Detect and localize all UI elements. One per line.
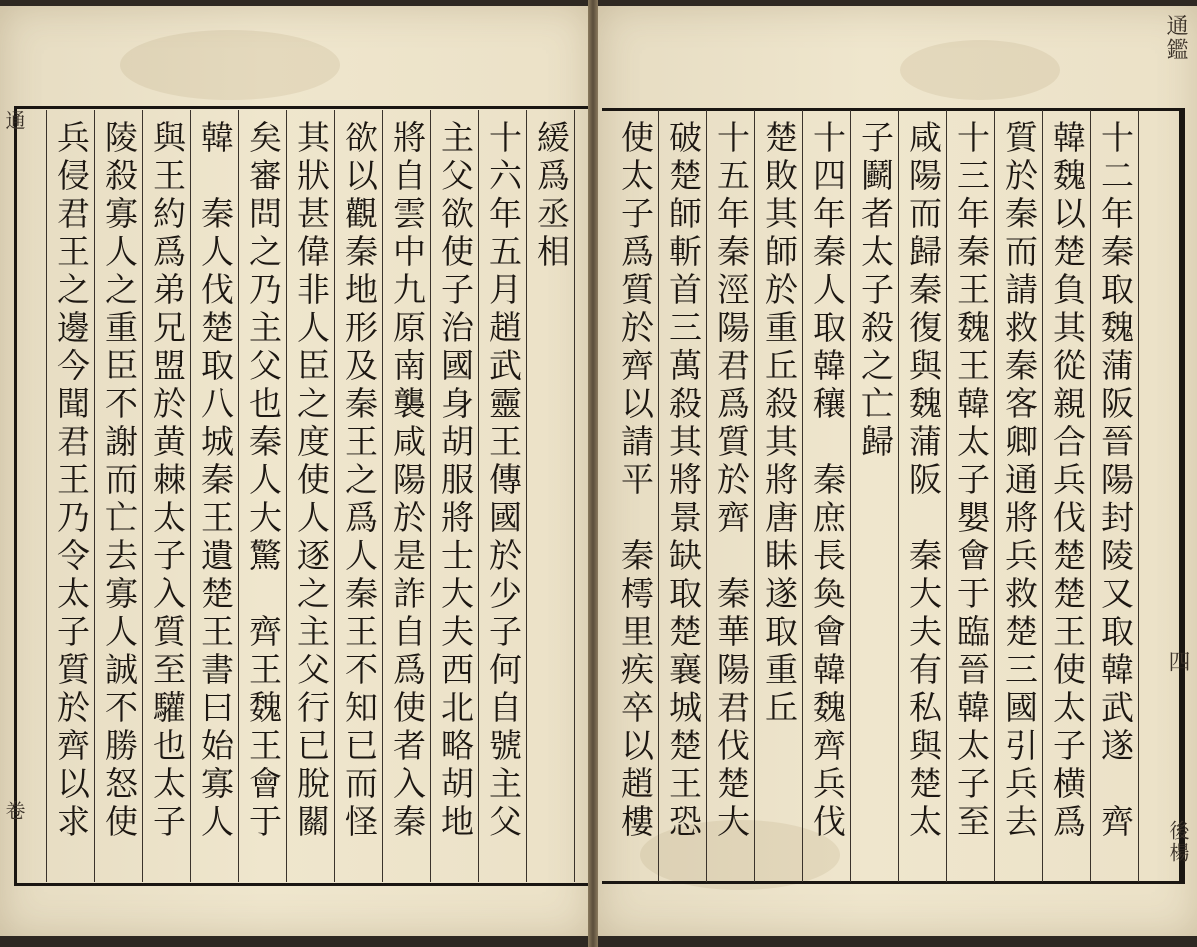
- column-rule: [94, 110, 95, 882]
- text-column: 十五年秦涇陽君爲質於齊 秦華陽君伐楚大: [712, 120, 751, 842]
- column-rule: [286, 110, 287, 882]
- right-page-outer-border: [1182, 108, 1185, 884]
- paper-stain: [120, 30, 340, 100]
- column-rule: [706, 110, 707, 882]
- column-rule: [238, 110, 239, 882]
- column-rule: [46, 110, 47, 882]
- text-column: 使太子爲質於齊以請平 秦樗里疾卒以趙樓: [616, 120, 655, 842]
- text-column: 將自雲中九原南襲咸陽於是詐自爲使者入秦: [388, 120, 427, 842]
- text-column: 破楚師斬首三萬殺其將景缺取楚襄城楚王恐: [664, 120, 703, 842]
- text-column: 兵侵君王之邊今聞君王乃令太子質於齊以求: [52, 120, 91, 842]
- column-rule: [898, 110, 899, 882]
- column-rule: [802, 110, 803, 882]
- text-column: 子鬬者太子殺之亡歸: [856, 120, 895, 462]
- right-margin-footer: 後楊: [1166, 820, 1190, 864]
- column-rule: [478, 110, 479, 882]
- column-rule: [994, 110, 995, 882]
- column-rule: [754, 110, 755, 882]
- text-column: 緩爲丞相: [532, 120, 571, 272]
- text-column: 十四年秦人取韓穰 秦庶長奐會韓魏齊兵伐: [808, 120, 847, 842]
- column-rule: [430, 110, 431, 882]
- right-margin-title: 通鑑: [1163, 14, 1188, 62]
- text-column: 矣審問之乃主父也秦人大驚 齊王魏王會于: [244, 120, 283, 842]
- text-column: 陵殺寡人之重臣不謝而亡去寡人誠不勝怒使: [100, 120, 139, 842]
- text-column: 質於秦而請救秦客卿通將兵救楚三國引兵去: [1000, 120, 1039, 842]
- paper-stain: [900, 40, 1060, 100]
- column-rule: [1090, 110, 1091, 882]
- column-rule: [1042, 110, 1043, 882]
- column-rule: [850, 110, 851, 882]
- column-rule: [1138, 110, 1139, 882]
- text-column: 咸陽而歸秦復與魏蒲阪 秦大夫有私與楚太: [904, 120, 943, 842]
- column-rule: [190, 110, 191, 882]
- left-page-outer-border: [14, 106, 17, 886]
- text-column: 主父欲使子治國身胡服將士大夫西北略胡地: [436, 120, 475, 842]
- book-gutter: [588, 0, 598, 947]
- column-rule: [142, 110, 143, 882]
- left-margin-title: 通: [2, 110, 26, 132]
- column-rule: [946, 110, 947, 882]
- text-column: 十二年秦取魏蒲阪晉陽封陵又取韓武遂 齊: [1096, 120, 1135, 842]
- column-rule: [382, 110, 383, 882]
- column-rule: [574, 110, 575, 882]
- column-rule: [334, 110, 335, 882]
- text-column: 十三年秦王魏王韓太子嬰會于臨晉韓太子至: [952, 120, 991, 842]
- column-rule: [526, 110, 527, 882]
- right-margin-page-number: 四: [1165, 650, 1190, 674]
- text-column: 與王約爲弟兄盟於黄棘太子入質至驩也太子: [148, 120, 187, 842]
- left-margin-footer: 卷: [2, 800, 26, 822]
- text-column: 韓魏以楚負其從親合兵伐楚楚王使太子横爲: [1048, 120, 1087, 842]
- text-column: 韓 秦人伐楚取八城秦王遺楚王書曰始寡人: [196, 120, 235, 842]
- text-column: 十六年五月趙武靈王傳國於少子何自號主父: [484, 120, 523, 842]
- text-column: 其狀甚偉非人臣之度使人逐之主父行已脫關: [292, 120, 331, 842]
- text-column: 楚敗其師於重丘殺其將唐眛遂取重丘: [760, 120, 799, 728]
- column-rule: [658, 110, 659, 882]
- text-column: 欲以觀秦地形及秦王之爲人秦王不知已而怪: [340, 120, 379, 842]
